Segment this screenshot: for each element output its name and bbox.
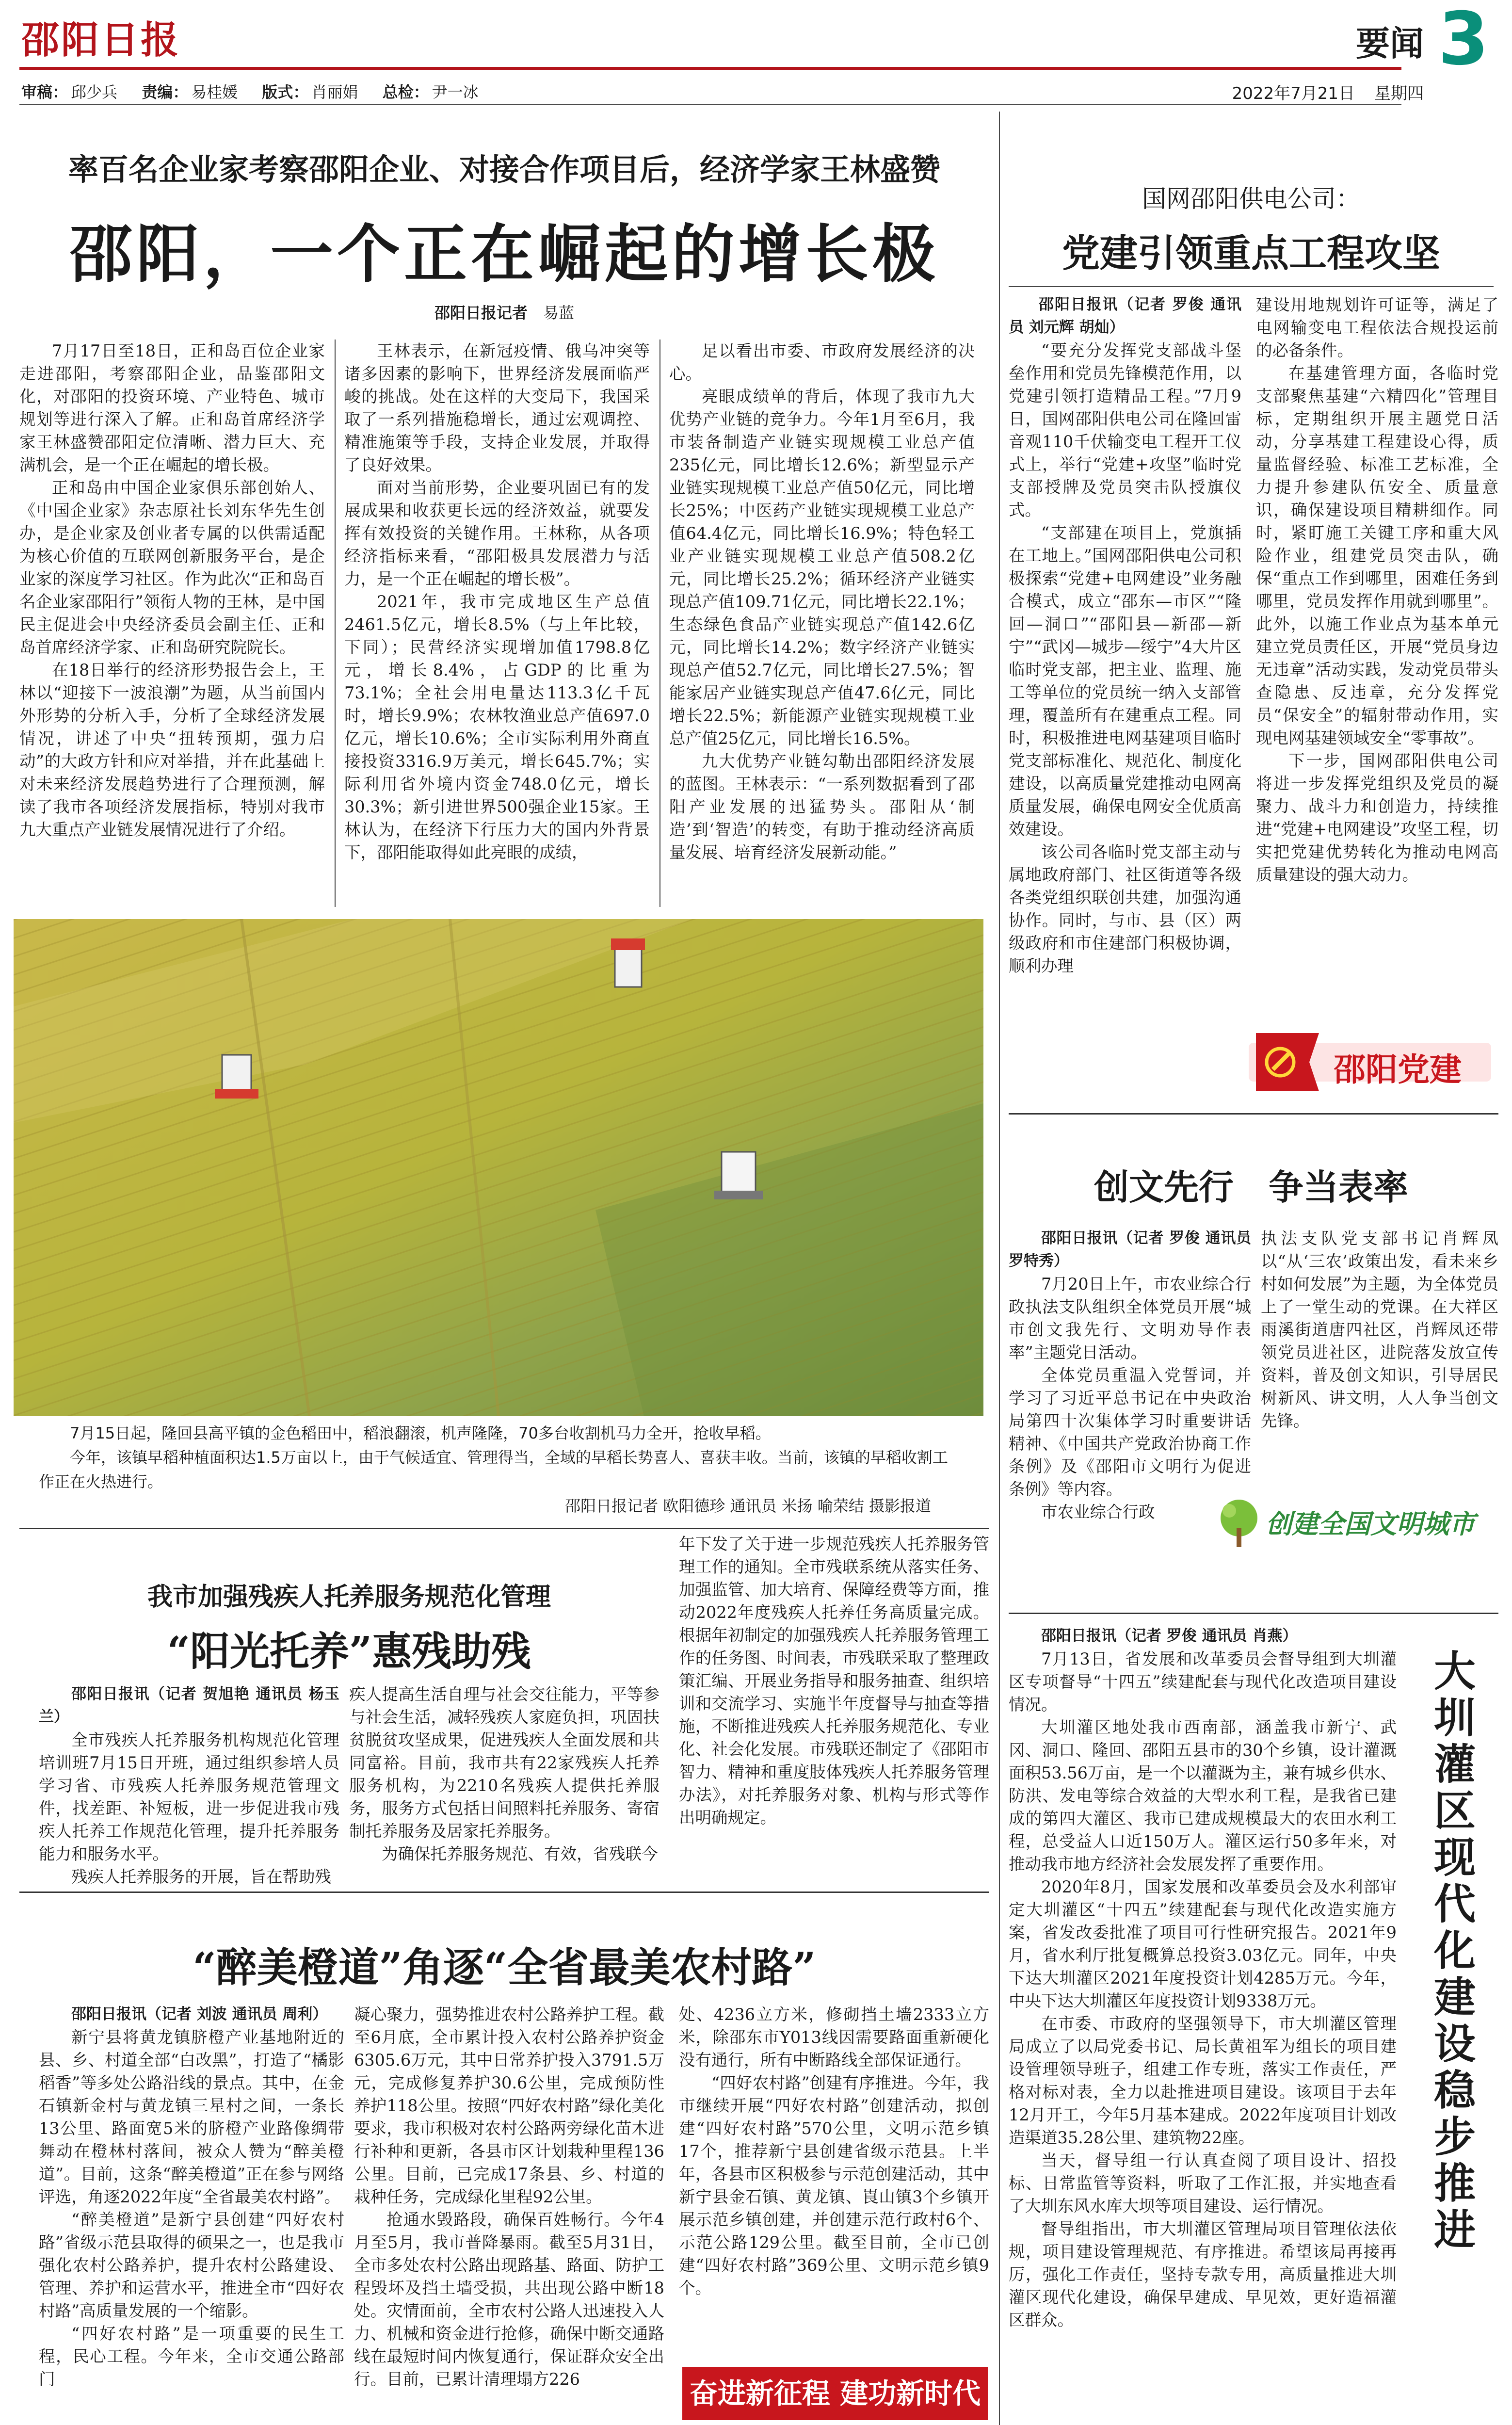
- paragraph: 新宁县将黄龙镇脐橙产业基地附近的县、乡、村道全部“白改黑”，打造了“橘影稻香”等多处公路沿线的景点。其中，在金石镇新金村与黄龙镇三星村之间，一条长13公里、路面宽5米的脐橙产业路像绸带舞动在橙林村落间，被众人赞为“醉美橙道”。目前，这条“醉美橙道”正在参与网络评选，角逐2022年度“全省最美农村路”。: [39, 2028, 344, 2206]
- paragraph: 当天，督导组一行认真查阅了项目设计、招投标、日常监管等资料，听取了工作汇报，并实地查看了大圳东风水库大坝等项目建设、运行情况。: [1009, 2151, 1397, 2215]
- paragraph: 疾人提高生活自理与社会交往能力，平等参与社会生活，减轻残疾人家庭负担，巩固扶贫脱贫攻坚成果，促进残疾人全面发展和共同富裕。目前，我市共有22家残疾人托养服务机构，为2210名残疾人提供托养服务，服务方式包括日间照料托养服务、寄宿制托养服务及居家托养服务。: [349, 1685, 659, 1841]
- paragraph: 全市残疾人托养服务机构规范化管理培训班7月15日开班，通过组织参培人员学习省、市残疾人托养服务规范管理文件，找差距、补短板，进一步促进我市残疾人托养工作规范化管理，提升托养服务能力和服务水平。: [39, 1730, 339, 1863]
- page-number: 3: [1438, 0, 1489, 81]
- civility-headline: 创文先行 争当表率: [1094, 1166, 1408, 1208]
- paragraph: 7月17日至18日，正和岛百位企业家走进邵阳，考察邵阳企业，品鉴邵阳文化，对邵阳的投资环境、产业特色、城市规划等进行深入了解。正和岛首席经济学家王林盛赞邵阳定位清晰、潜力巨大、充满机会，是一个正在崛起的增长极。: [19, 341, 325, 474]
- header-rule: [19, 67, 1401, 70]
- editor-label: 审稿：: [21, 83, 68, 101]
- paragraph: 2021年，我市完成地区生产总值2461.5亿元，增长8.5%（与上年比较，下同）；民营经济实现增加值1798.8亿元，增长8.4%，占GDP的比重为73.1%；全社会用电量达113.3亿千瓦时，增长9.9%；农林牧渔业总产值697.0亿元，增长10.6%；全市实际利用外商直接投资3316.9万美元，增长645.7%；实际利用省外境内资金748.0亿元，增长30.3%；新引进世界500强企业15家。王林认为，在经济下行压力大的国内外背景下，邵阳能取得如此亮眼的成绩，: [344, 592, 650, 862]
- byline-label: 邵阳日报记者: [434, 304, 528, 322]
- lead-column-1: [19, 340, 325, 841]
- header-underline: [19, 104, 1401, 105]
- editor-credits: [21, 80, 498, 102]
- care-byline: 邵阳日报讯（记者 贺旭艳 通讯员 杨玉兰）: [39, 1685, 339, 1726]
- paragraph: 抢通水毁路段，确保百姓畅行。今年4月至5月，我市普降暴雨。截至5月31日，全市多处农村公路出现路基、路面、防护工程毁坏及挡土墙受损，共出现公路中断18处。灾情面前，全市农村公路人迅速投入人力、机械和资金进行抢修，确保中断交通路线在最短时间内恢复通行，保证群众安全出行。目前，已累计清理塌方226: [354, 2210, 664, 2389]
- paragraph: 大圳灌区地处我市西南部，涵盖我市新宁、武冈、洞口、隆回、邵阳五县市的30个乡镇，设计灌溉面积53.56万亩，是一个以灌溉为主，兼有城乡供水、防洪、发电等综合效益的大型水利工程，是我省已建成的第四大灌区、我市已建成规模最大的农田水利工程，总受益人口近150万人。灌区运行50多年来，对推动我市地方经济社会发展发挥了重要作用。: [1009, 1718, 1397, 1874]
- paragraph: 凝心聚力，强势推进农村公路养护工程。截至6月底，全市累计投入农村公路养护资金6305.6万元，其中日常养护投入3791.5万元，完成修复养护30.6公里，完成预防性养护118公里。按照“四好农村路”绿化美化要求，我市积极对农村公路两旁绿化苗木进行补种和更新，各县市区计划栽种里程136公里。目前，已完成17条县、乡、村道的栽种任务，完成绿化里程92公里。: [354, 2005, 664, 2206]
- editor-label: 总检：: [382, 83, 429, 101]
- party-badge: [1246, 1023, 1494, 1101]
- title-rule: [1009, 286, 1494, 287]
- party-headline: 党建引领重点工程攻坚: [1062, 231, 1440, 275]
- paragraph: “四好农村路”是一项重要的民生工程，民心工程。今年来，全市交通公路部门: [39, 2324, 344, 2389]
- paragraph: 在基建管理方面，各临时党支部聚焦基建“六精四化”管理目标，定期组织开展主题党日活动，分享基建工程建设心得，质量监督经验、标准工艺标准，全力提升参建队伍安全、质量意识，确保建设项目精耕细作。同时，紧盯施工关键工序和重大风险作业，组建党员突击队，确保“重点工作到哪里，困难任务到哪里，党员发挥作用就到哪里”。此外，以施工作业点为基本单元建立党员责任区，开展“党员身边无违章”活动实践，发动党员带头查隐患、反违章，充分发挥党员“保安全”的辐射带动作用，实现电网基建领域安全“零事故”。: [1256, 364, 1498, 747]
- column-divider: [335, 340, 336, 907]
- party-byline: 邵阳日报讯（记者 罗俊 通讯员 刘元辉 胡灿）: [1009, 296, 1241, 336]
- photo-caption: [39, 1421, 960, 1518]
- civility-badge: [1212, 1489, 1494, 1552]
- paragraph: 建设用地规划许可证等，满足了电网输变电工程依法合规投运前的必备条件。: [1256, 295, 1498, 360]
- care-headline: “阳光托养”惠残助残: [167, 1628, 531, 1675]
- paragraph: 该公司各临时党支部主动与属地政府部门、社区街道等各级各类党组织联创共建，加强沟通协作。同时，与市、县（区）两级政府和市住建部门积极协调，顺利办理: [1009, 842, 1241, 975]
- paragraph: “支部建在项目上，党旗插在工地上。”国网邵阳供电公司积极探索“党建+电网建设”业务融合模式，成立“邵东—市区”“隆回—洞口”“邵阳县—新邵—新宁”“武冈—城步—绥宁”4大片区临时党支部，把主业、监理、施工等单位的党员统一纳入支部管理，覆盖所有在建重点工程。同时，积极推进电网基建项目临时党支部标准化、规范化、制度化建设，以高质量党建推动电网高质量发展，确保电网安全优质高效建设。: [1009, 523, 1241, 839]
- caption-line: 今年，该镇早稻种植面积达1.5万亩以上，由于气候适宜、管理得当，全域的早稻长势喜人、喜获丰收。当前，该镇的早稻收割工作正在火热进行。: [39, 1448, 948, 1491]
- paragraph: “要充分发挥党支部战斗堡垒作用和党员先锋模范作用，以党建引领打造精品工程。”7月9日，国网邵阳供电公司在隆回雷音观110千伏输变电工程开工仪式上，举行“党建+攻坚”临时党支部授牌及党员突击队授旗仪式。: [1009, 341, 1241, 519]
- masthead-logo: 邵阳日报: [21, 18, 181, 62]
- road-column-1: [39, 2003, 344, 2391]
- paragraph: 在市委、市政府的坚强领导下，市大圳灌区管理局成立了以局党委书记、局长黄祖军为组长的项目建设管理领导班子，组建工作专班，落实工作责任，严格对标对表，全力以赴推进项目建设。该项目于去年12月开工，今年5月基本建成。2022年度项目计划改造渠道35.28公里、建筑物22座。: [1009, 2014, 1397, 2147]
- editor-value: 尹一冰: [432, 83, 479, 101]
- paragraph: 全体党员重温入党誓词，并学习了习近平总书记在中央政治局第四十次集体学习时重要讲话精神、《中国共产党政治协商工作条例》及《邵阳市文明行为促进条例》等内容。: [1009, 1366, 1251, 1499]
- paragraph: 处、4236立方米，修砌挡土墙2333立方米，除邵东市Y013线因需要路面重新硬化没有通行，所有中断路线全部保证通行。: [679, 2005, 989, 2069]
- civility-column-1: [1009, 1227, 1251, 1523]
- paragraph: “醉美橙道”是新宁县创建“四好农村路”省级示范县取得的硕果之一，也是我市强化农村公路养护，提升农村公路建设、管理、养护和运营水平，推进全市“四好农村路”高质量发展的一个缩影。: [39, 2210, 344, 2320]
- slogan-banner: 奋进新征程 建功新时代: [682, 2367, 988, 2420]
- paragraph: 督导组指出，市大圳灌区管理局项目管理依法依规，项目建设管理规范、有序推进。希望该局再接再厉，强化工作责任，坚持专款专用，高质量推进大圳灌区现代化建设，确保早建成、早见效，更好造福灌区群众。: [1009, 2219, 1397, 2329]
- section-rule: [19, 1528, 989, 1529]
- paragraph: 残疾人托养服务的开展，旨在帮助残: [71, 1867, 331, 1886]
- paragraph: 在18日举行的经济形势报告会上，王林以“迎接下一波浪潮”为题，从当前国内外形势的分析入手，分析了全球经济发展情况，讲述了中央“扭转预期，强力启动”的大政方针和应对举措，并在此基础上对未来经济发展趋势进行了合理预测，解读了我市各项经济发展指标，特别对我市九大重点产业链发展情况进行了介绍。: [19, 661, 325, 839]
- civility-badge-text: 创建全国文明城市: [1266, 1508, 1475, 1539]
- lead-kicker: 率百名企业家考察邵阳企业、对接合作项目后，经济学家王林盛赞: [68, 152, 940, 187]
- party-kicker: 国网邵阳供电公司：: [1142, 185, 1360, 213]
- paragraph: “四好农村路”创建有序推进。今年，我市继续开展“四好农村路”创建活动，拟创建“四好农村路”570公里，文明示范乡镇17个，推荐新宁县创建省级示范县。上半年，各县市区积极参与示范创建活动，其中新宁县金石镇、黄龙镇、崀山镇3个乡镇开展示范乡镇创建，并创建示范行政村6个、示范公路129公里。截至目前，全市已创建“四好农村路”369公里、文明示范乡镇9个。: [679, 2073, 989, 2297]
- care-column-3: [679, 1533, 989, 1829]
- section-rule: [1009, 1113, 1498, 1115]
- civility-column-2: [1261, 1227, 1498, 1432]
- road-headline: “醉美橙道”角逐“全省最美农村路”: [193, 1943, 816, 1991]
- section-rule: [1009, 1613, 1498, 1614]
- road-column-3: [679, 2003, 989, 2299]
- paragraph: 足以看出市委、市政府发展经济的决心。: [669, 341, 975, 383]
- lead-column-2: [344, 340, 650, 864]
- road-byline: 邵阳日报讯（记者 刘波 通讯员 周利）: [71, 2005, 328, 2023]
- weekday-text: 星期四: [1374, 84, 1424, 103]
- lead-headline: 邵阳，一个正在崛起的增长极: [69, 217, 939, 291]
- paragraph: 7月13日，省发展和改革委员会督导组到大圳灌区专项督导“十四五”续建配套与现代化改造项目建设情况。: [1009, 1649, 1397, 1714]
- photo-credit: 邵阳日报记者 欧阳德珍 通讯员 米扬 喻荣结 摄影报道: [565, 1497, 931, 1515]
- editor-value: 邱少兵: [71, 83, 118, 101]
- road-column-2: [354, 2003, 664, 2391]
- paragraph: 执法支队党支部书记肖辉凤以“从‘三农’政策出发，看未来乡村如何发展”为主题，为全体党员上了一堂生动的党课。在大祥区雨溪街道唐四社区，肖辉凤还带领党员进社区，进院落发放宣传资料，普及创文知识，引导居民树新风、讲文明，人人争当创文先锋。: [1261, 1229, 1498, 1430]
- paragraph: 2020年8月，国家发展和改革委员会及水利部审定大圳灌区“十四五”续建配套与现代化改造实施方案，省发改委批准了项目可行性研究报告。2021年9月，省水利厅批复概算总投资3.03亿元。同年，中央下达大圳灌区2021年度投资计划4285万元。今年，中央下达大圳灌区年度投资计划9338万元。: [1009, 1877, 1397, 2010]
- lead-byline: [19, 301, 989, 323]
- paragraph: 市农业综合行政: [1041, 1503, 1155, 1521]
- editor-value: 易桂媛: [191, 83, 238, 101]
- paragraph: 7月20日上午，市农业综合行政执法支队组织全体党员开展“城市创文我先行、文明劝导作表率”主题党日活动。: [1009, 1275, 1251, 1362]
- irrigation-headline: 大圳灌区现代化建设稳步推进: [1427, 1649, 1476, 2254]
- paragraph: 王林表示，在新冠疫情、俄乌冲突等诸多因素的影响下，世界经济发展面临严峻的挑战。处在这样的大变局下，我国采取了一系列措施稳增长，通过宏观调控、精准施策等手段，支持企业发展，并取得了良好效果。: [344, 341, 650, 474]
- paragraph: 面对当前形势，企业要巩固已有的发展成果和收获更长远的经济效益，就要发挥有效投资的关键作用。王林称，从各项经济指标来看，“邵阳极具发展潜力与活力，是一个正在崛起的增长极”。: [344, 478, 650, 588]
- harvest-photo: [14, 919, 983, 1416]
- caption-line: 7月15日起，隆回县高平镇的金色稻田中，稻浪翻滚，机声隆隆，70多台收割机马力全开，抢收早稻。: [70, 1424, 771, 1442]
- paragraph: 亮眼成绩单的背后，体现了我市九大优势产业链的竞争力。今年1月至6月，我市装备制造产业链实现规模工业总产值235亿元，同比增长12.6%；新型显示产业链实现规模工业总产值50亿元，同比增长25%；中医药产业链实现规模工业总产值64.4亿元，同比增长16.9%；特色轻工业产业链实现规模工业总产值508.2亿元，同比增长25.2%；循环经济产业链实现总产值109.71亿元，同比增长22.1%；生态绿色食品产业链实现总产值142.6亿元，同比增长14.2%；数字经济产业链实现总产值52.7亿元，同比增长27.5%；智能家居产业链实现总产值47.6亿元，同比增长22.5%；新能源产业链实现规模工业总产值25亿元，同比增长16.5%。: [669, 387, 975, 748]
- irrigation-body: [1009, 1625, 1397, 2331]
- editor-value: 肖丽娟: [311, 83, 358, 101]
- care-kicker: 我市加强残疾人托养服务规范化管理: [147, 1583, 551, 1612]
- section-name: 要闻: [1356, 24, 1424, 64]
- lead-column-3: [669, 340, 975, 864]
- editor-label: 责编：: [142, 83, 189, 101]
- rice-field-image: [14, 919, 983, 1416]
- care-column-2: [349, 1683, 659, 1865]
- harvester: [215, 1055, 258, 1099]
- paragraph: 下一步，国网邵阳供电公司将进一步发挥党组织及党员的凝聚力、战斗力和创造力，持续推进“党建+电网建设”攻坚工程，切实把党建优势转化为推动电网高质量建设的强大动力。: [1256, 751, 1498, 884]
- section-rule: [19, 1892, 989, 1893]
- issue-date: [1213, 80, 1424, 104]
- paragraph: 年下发了关于进一步规范残疾人托养服务管理工作的通知。全市残联系统从落实任务、加强监管、加大培育、保障经费等方面，推动2022年度残疾人托养任务高质量完成。根据年初制定的加强残疾人托养服务管理工作的任务图、时间表，市残联采取了整理政策汇编、开展业务指导和服务抽查、组织培训和交流学习、实施半年度督导与抽查等措施，不断推进残疾人托养服务规范化、专业化、社会化发展。市残联还制定了《邵阳市智力、精神和重度肢体残疾人托养服务管理办法》，对托养服务对象、机构与形式等作出明确规定。: [679, 1535, 989, 1827]
- party-column-2: [1256, 293, 1498, 886]
- column-divider: [659, 340, 660, 907]
- party-column-1: [1009, 293, 1241, 977]
- editor-label: 版式：: [262, 83, 309, 101]
- civility-byline: 邵阳日报讯（记者 罗俊 通讯员 罗特秀）: [1009, 1229, 1251, 1270]
- care-column-1: [39, 1683, 339, 1888]
- byline-name: 易蓝: [543, 304, 575, 322]
- paragraph: 为确保托养服务规范、有效，省残联今: [382, 1844, 658, 1863]
- paragraph: 九大优势产业链勾勒出邵阳经济发展的蓝图。王林表示：“一系列数据看到了邵阳产业发展的迅猛势头。邵阳从‘制造’到‘智造’的转变，有助于推动经济高质量发展、培育经济发展新动能。”: [669, 752, 975, 862]
- date-text: 2022年7月21日: [1232, 84, 1355, 103]
- party-badge-text: 邵阳党建: [1334, 1051, 1462, 1088]
- paragraph: 正和岛由中国企业家俱乐部创始人、《中国企业家》杂志原社长刘东华先生创办，是企业家及创业者专属的以供需适配为核心价值的互联网创新服务平台，是企业家的深度学习社区。作为此次“正和岛百名企业家邵阳行”领衔人物的王林，是中国民主促进会中央经济委员会副主任、正和岛首席经济学家、正和岛研究院院长。: [19, 478, 325, 657]
- irrigation-byline: 邵阳日报讯（记者 罗俊 通讯员 肖燕）: [1041, 1627, 1298, 1645]
- page-column-divider: [999, 112, 1000, 2425]
